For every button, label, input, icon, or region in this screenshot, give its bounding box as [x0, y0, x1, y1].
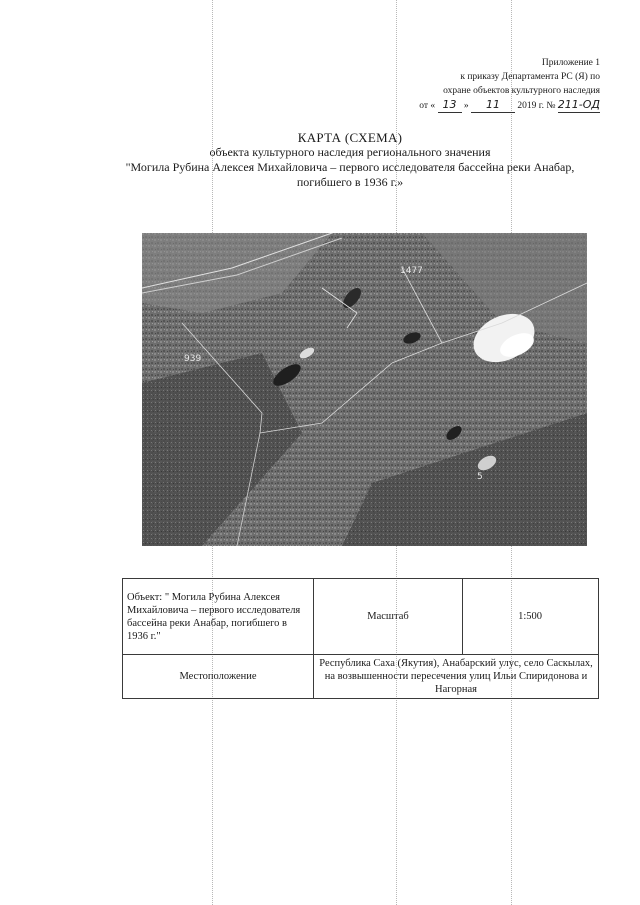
appendix-line-2: к приказу Департамента РС (Я) по [460, 72, 600, 82]
document-title [80, 130, 620, 190]
object-info-table [122, 578, 599, 699]
parcel-label-939: 939 [184, 354, 202, 364]
object-name-cell: Объект: " Могила Рубина Алексея Михайловича – первого исследователя бассейна реки Анабар, погибшего в 1936 г." [123, 579, 314, 655]
table-row-location [123, 655, 599, 699]
parcel-label-5: 5 [477, 472, 483, 482]
date-day: 13 [438, 98, 462, 113]
satellite-map-image [142, 233, 587, 546]
satellite-map-svg [142, 233, 587, 546]
title-line-2: "Могила Рубина Алексея Михайловича – первого исследователя бассейна реки Анабар, [125, 160, 575, 174]
appendix-header [419, 56, 600, 113]
table-row-object [123, 579, 599, 655]
parcel-label-1477: 1477 [400, 266, 423, 276]
title-line-1: объекта культурного наследия регионального значения [209, 145, 491, 159]
scale-value-cell: 1:500 [463, 579, 599, 655]
map-title: КАРТА (СХЕМА) [297, 130, 403, 145]
date-month: 11 [471, 98, 515, 113]
location-label-cell: Местоположение [123, 655, 314, 699]
order-number: 211-ОД [557, 98, 600, 111]
date-prefix: от « [419, 101, 436, 111]
location-value-cell: Республика Саха (Якутия), Анабарский улус, село Саскылах, на возвышенности пересечения улиц Ильи Спиридонова и Нагорная [314, 655, 599, 699]
appendix-line-3: охране объектов культурного наследия [443, 86, 600, 96]
date-mid: » [463, 101, 469, 111]
date-year: 2019 г. № [517, 101, 556, 111]
appendix-date-line [419, 98, 600, 113]
scale-label-cell: Масштаб [314, 579, 463, 655]
title-line-3: погибшего в 1936 г.» [296, 175, 404, 189]
appendix-line-1: Приложение 1 [541, 58, 600, 68]
